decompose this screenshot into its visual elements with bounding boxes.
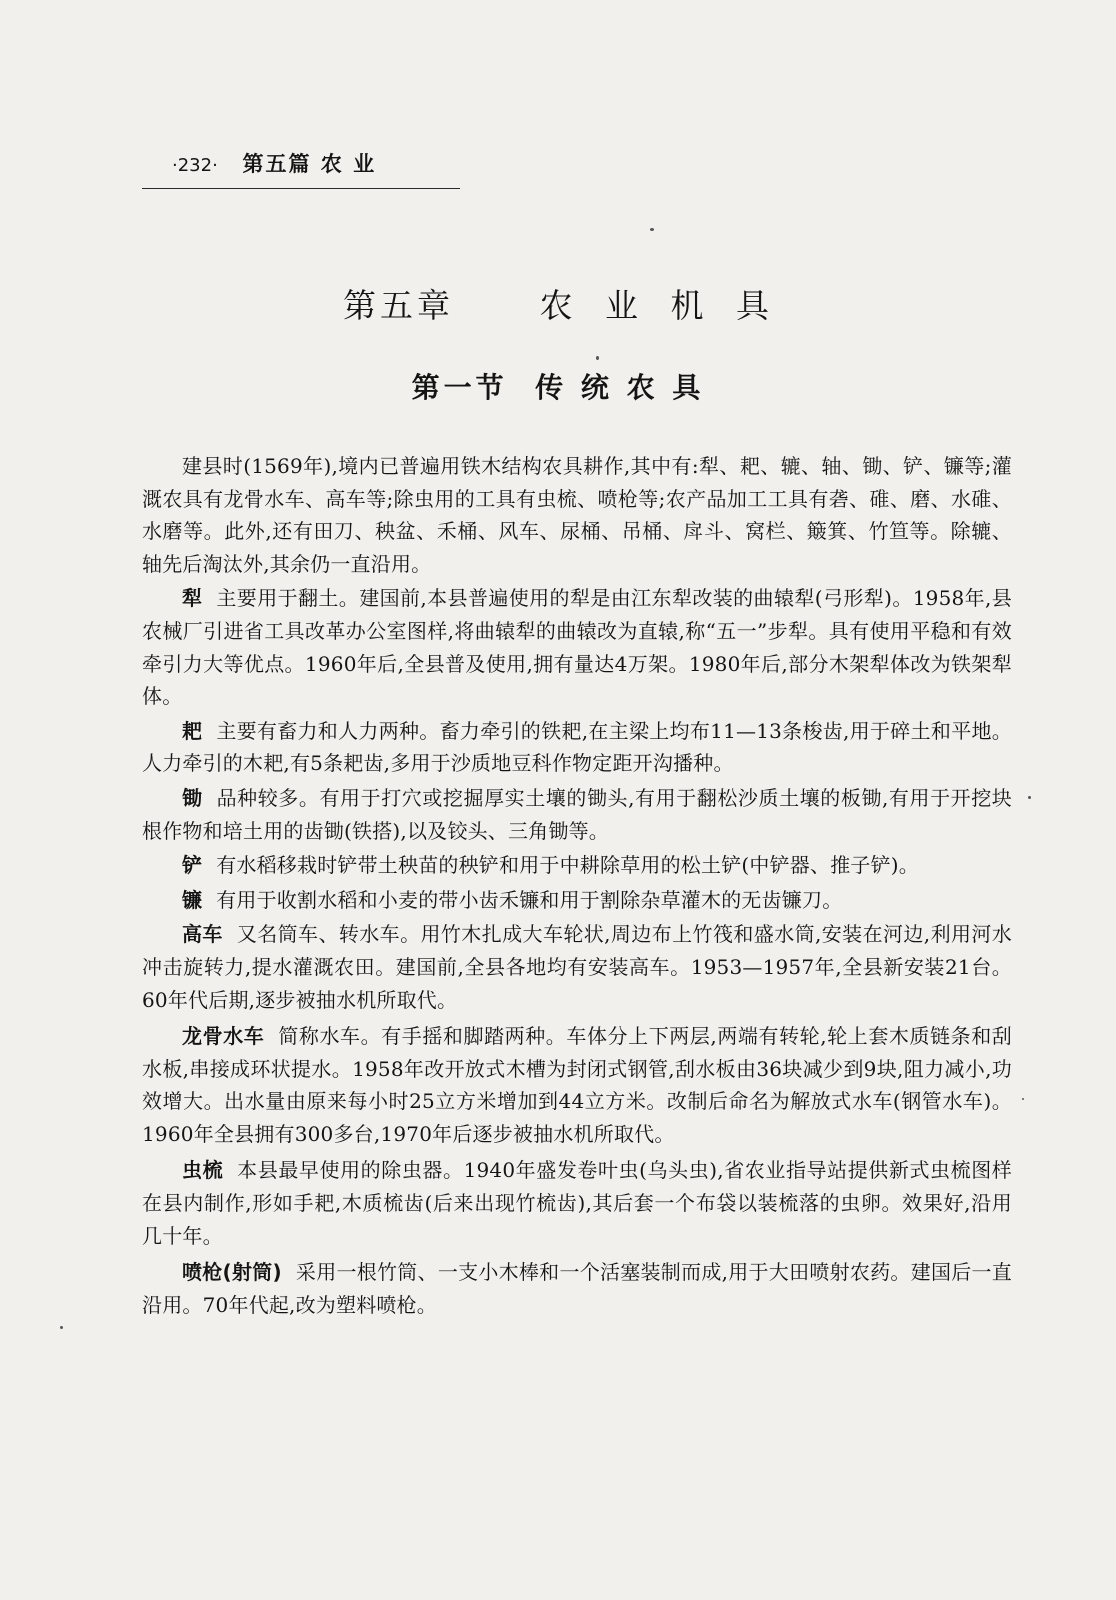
entry-text: 品种较多。有用于打穴或挖掘厚实土壤的锄头,有用于翻松沙质土壤的板锄,有用于开挖块根作物和培土用的齿锄(铁搭),以及铰头、三角锄等。 bbox=[142, 785, 1012, 843]
intro-paragraph: 建县时(1569年),境内已普遍用铁木结构农具耕作,其中有:犁、耙、辘、轴、锄、铲、镰等;灌溉农具有龙骨水车、高车等;除虫用的工具有虫梳、喷枪等;农产品加工工具有砻、碓、磨、水碓、水磨等。此外,还有田刀、秧盆、禾桶、风车、尿桶、吊桶、戽斗、窝栏、簸箕、竹笪等。除辘、轴先后淘汰外,其余仍一直沿用。 bbox=[142, 454, 1012, 576]
entry-paragraph bbox=[142, 715, 1012, 780]
scan-speck bbox=[60, 1326, 63, 1329]
scan-speck bbox=[1028, 796, 1031, 799]
entry-text: 有用于收割水稻和小麦的带小齿禾镰和用于割除杂草灌木的无齿镰刀。 bbox=[216, 887, 843, 912]
entry-paragraph bbox=[142, 849, 1012, 882]
scan-speck bbox=[650, 228, 654, 231]
page-number: ·232· bbox=[172, 155, 218, 176]
entry-text: 主要用于翻土。建国前,本县普遍使用的犁是由江东犁改装的曲辕犁(弓形犁)。1958年,县农械厂引进省工具改革办公室图样,将曲辕犁的曲辕改为直辕,称“五一”步犁。具有使用平稳和有效牵引力大等优点。1960年后,全县普及使用,拥有量达4万架。1980年后,部分木架犁体改为铁架犁体。 bbox=[142, 586, 1012, 709]
entry-term: 耙 bbox=[182, 718, 203, 743]
scan-speck bbox=[596, 356, 599, 360]
entry-text: 又名筒车、转水车。用竹木扎成大车轮状,周边布上竹筏和盛水筒,安装在河边,利用河水冲击旋转力,提水灌溉农田。建国前,全县各地均有安装高车。1953—1957年,全县新安装21台。60年代后期,逐步被抽水机所取代。 bbox=[142, 922, 1012, 1012]
entry-paragraph bbox=[142, 582, 1012, 712]
chapter-title: 第五章 农 业 机 具 bbox=[343, 286, 773, 325]
entry-term: 铲 bbox=[182, 853, 203, 878]
entry-paragraph bbox=[142, 1256, 1012, 1321]
entry-text: 简称水车。有手摇和脚踏两种。车体分上下两层,两端有转轮,轮上套木质链条和刮水板,串接成环状提水。1958年改开放式木槽为封闭式钢管,刮水板由36块减少到9块,阻力减小,功效增大。出水量由原来每小时25立方米增加到44立方米。改制后命名为解放式水车(钢管水车)。1960年全县拥有300多台,1970年后逐步被抽水机所取代。 bbox=[142, 1024, 1012, 1146]
body-text bbox=[142, 450, 1012, 1323]
section-title: 第一节 传 统 农 具 bbox=[411, 371, 705, 404]
entry-text: 主要有畜力和人力两种。畜力牵引的铁耙,在主梁上均布11—13条梭齿,用于碎土和平地。人力牵引的木耙,有5条耙齿,多用于沙质地豆科作物定距开沟播种。 bbox=[142, 718, 1013, 776]
running-head bbox=[142, 148, 460, 189]
scan-speck bbox=[1022, 1098, 1024, 1100]
entry-term: 锄 bbox=[182, 785, 203, 810]
entry-text: 采用一根竹筒、一支小木棒和一个活塞装制而成,用于大田喷射农药。建国后一直沿用。70年代起,改为塑料喷枪。 bbox=[142, 1260, 1012, 1317]
entry-paragraph bbox=[142, 884, 1012, 917]
entry-term: 镰 bbox=[182, 887, 203, 912]
part-title: 第五篇 农 业 bbox=[242, 152, 377, 176]
entry-term: 虫梳 bbox=[182, 1158, 224, 1183]
entry-paragraph bbox=[142, 1020, 1012, 1150]
entry-term: 龙骨水车 bbox=[182, 1024, 265, 1049]
entry-paragraph bbox=[142, 1154, 1012, 1252]
entry-term: 高车 bbox=[182, 922, 223, 947]
entry-paragraph bbox=[142, 782, 1012, 847]
entry-term: 犁 bbox=[182, 586, 203, 611]
entry-term: 喷枪(射筒) bbox=[182, 1260, 282, 1285]
entry-paragraph bbox=[142, 918, 1012, 1016]
entry-text: 本县最早使用的除虫器。1940年盛发卷叶虫(乌头虫),省农业指导站提供新式虫梳图样在县内制作,形如手耙,木质梳齿(后来出现竹梳齿),其后套一个布袋以装梳落的虫卵。效果好,沿用几十年。 bbox=[142, 1158, 1012, 1248]
entry-text: 有水稻移栽时铲带土秧苗的秧铲和用于中耕除草用的松土铲(中铲器、推子铲)。 bbox=[216, 853, 920, 878]
